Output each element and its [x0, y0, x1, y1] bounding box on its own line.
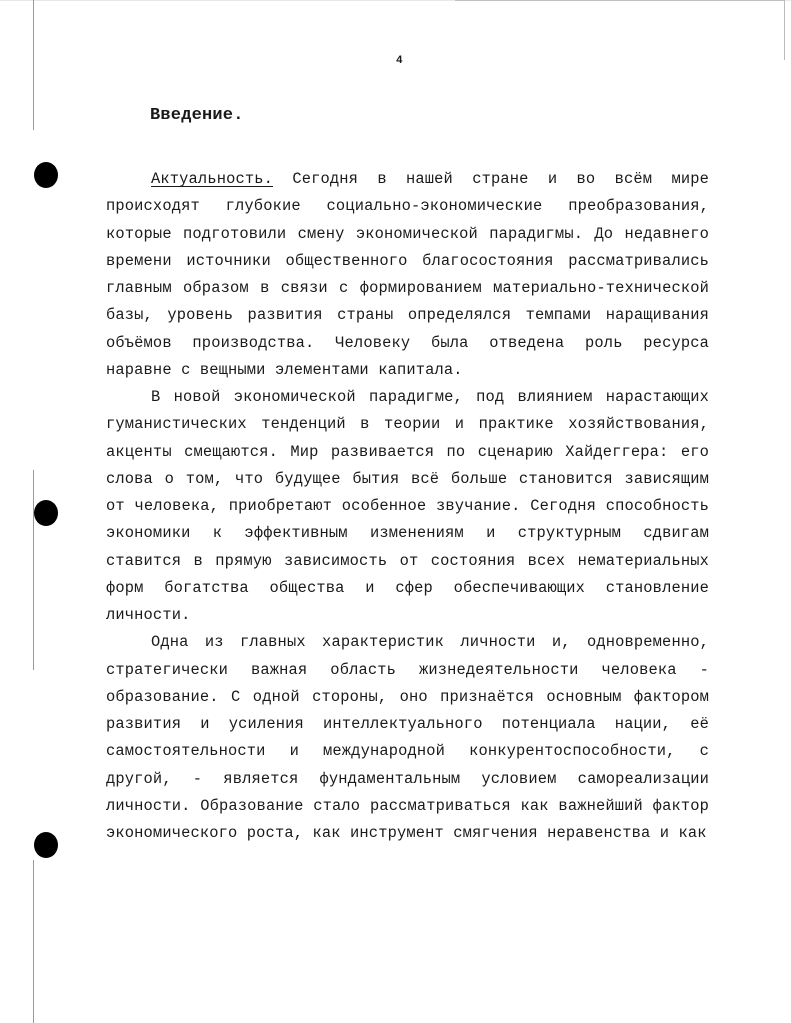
margin-line-top — [33, 0, 34, 130]
paragraph-2: В новой экономической парадигме, под влиянием нарастающих гуманистических тенденций в теории и практике хозяйствования, акценты смещаются. Мир развивается по сценарию Хайдеггера: его слова о том, что будущее бытия всё больше становится зависящим от человека, приобретают особенное звучание. Сегодня способность экономики к эффективным изменениям и структурным сдвигам ставится в прямую зависимость от состояния всех нематериальных форм богатства общества и сфер обеспечивающих становление личности. — [106, 388, 709, 624]
punch-hole-top — [34, 162, 58, 188]
scan-corner-mark — [455, 0, 785, 4]
punch-hole-middle — [34, 500, 58, 526]
scan-right-edge — [784, 0, 785, 60]
section-heading: Введение. — [150, 106, 244, 125]
paragraph-3: Одна из главных характеристик личности и, одновременно, стратегически важная область жизнедеятельности человека - образование. С одной стороны, оно признаётся основным фактором развития и усиления интеллектуального потенциала нации, её самостоятельности и международной конкурентоспособности, с другой, - является фундаментальным условием самореализации личности. Образование стало рассматриваться как важнейший фактор экономического роста, как инструмент смягчения неравенства и как — [106, 633, 709, 842]
body-text — [106, 166, 709, 847]
margin-line-bottom — [33, 860, 34, 1023]
margin-line-middle — [33, 470, 34, 670]
paragraph-1 — [106, 166, 709, 384]
paragraph-1-text: Сегодня в нашей стране и во всём мире происходят глубокие социально-экономические преобразования, которые подготовили смену экономической парадигмы. До недавнего времени источники общественного благосостояния рассматривались главным образом в связи с формированием материально-технической базы, уровень развития страны определялся темпами наращивания объёмов производства. Человеку была отведена роль ресурса наравне с вещными элементами капитала. — [106, 170, 709, 379]
punch-hole-bottom — [34, 832, 58, 858]
paragraph-1-lead: Актуальность. — [151, 170, 274, 188]
page-number: 4 — [396, 55, 403, 67]
